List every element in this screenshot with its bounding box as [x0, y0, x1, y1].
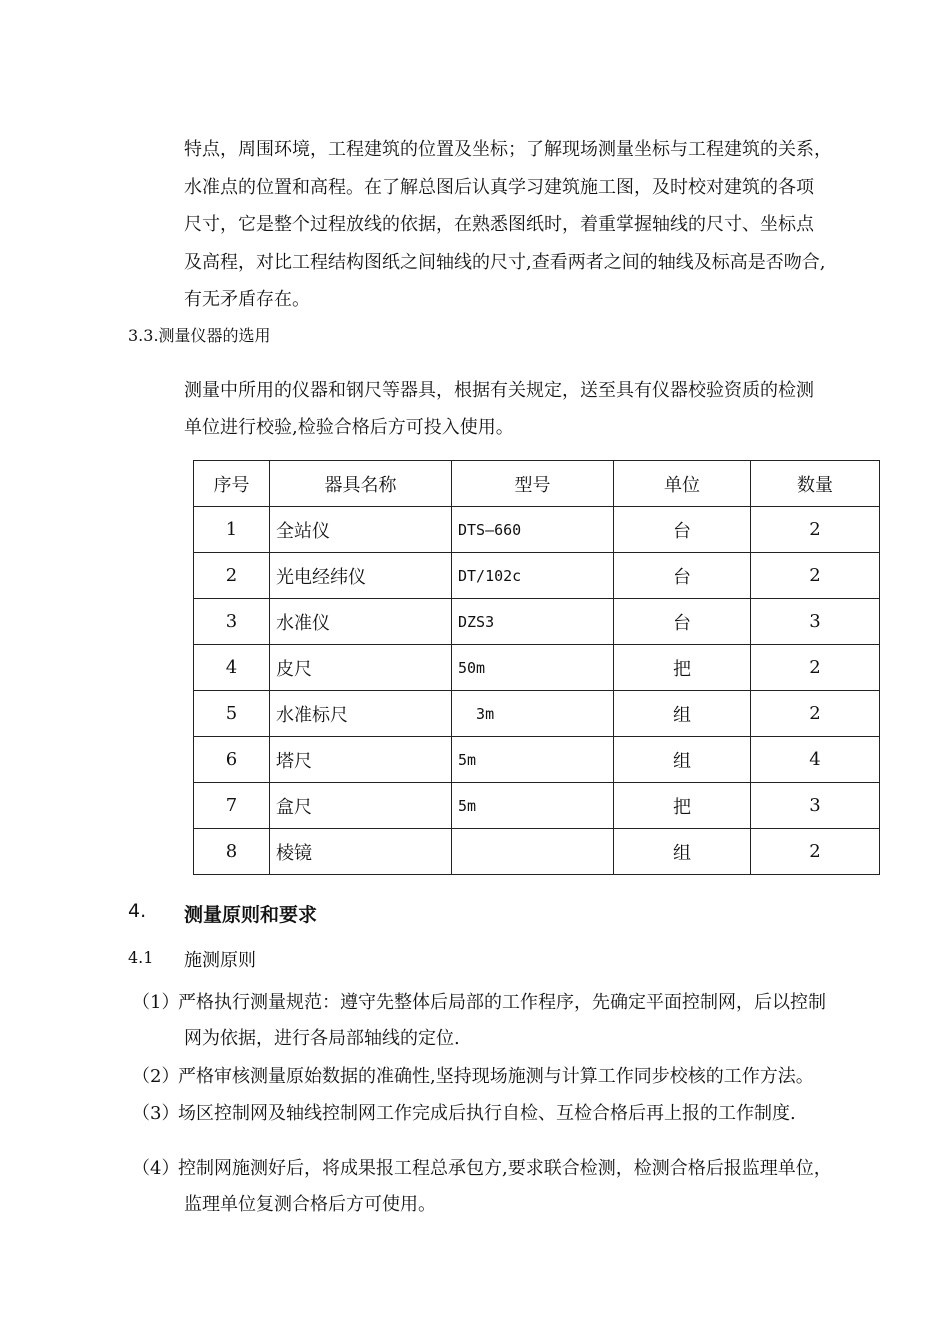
cell-quantity: 2 [751, 553, 880, 599]
table-row [194, 553, 880, 599]
cell-quantity: 3 [751, 599, 880, 645]
item-4-label: （4） [132, 1158, 180, 1179]
cell-serial: 2 [194, 553, 270, 599]
cell-quantity: 2 [751, 829, 880, 875]
cell-name: 水准仪 [270, 599, 452, 645]
item-4-line: 控制网施测好后，将成果报工程总承包方,要求联合检测，检测合格后报监理单位， [178, 1158, 832, 1179]
header-model: 型号 [452, 461, 614, 507]
cell-quantity: 2 [751, 507, 880, 553]
cell-serial: 1 [194, 507, 270, 553]
cell-serial: 6 [194, 737, 270, 783]
item-1-label: （1） [132, 992, 180, 1013]
cell-unit: 组 [614, 691, 751, 737]
paragraph-line: 特点，周围环境，工程建筑的位置及坐标；了解现场测量坐标与工程建筑的关系， [184, 139, 832, 160]
item-1-line: 网为依据，进行各局部轴线的定位. [184, 1028, 460, 1049]
header-unit: 单位 [614, 461, 751, 507]
cell-serial: 7 [194, 783, 270, 829]
paragraph-line: 及高程，对比工程结构图纸之间轴线的尺寸,查看两者之间的轴线及标高是否吻合, [184, 251, 826, 273]
cell-model: 3m [452, 691, 614, 737]
paragraph-line: 水准点的位置和高程。在了解总图后认真学习建筑施工图，及时校对建筑的各项 [184, 176, 814, 198]
instrument-table [193, 460, 880, 875]
item-4-line: 监理单位复测合格后方可使用。 [184, 1194, 436, 1215]
section-4-1-number: 4.1 [128, 948, 154, 967]
cell-name: 塔尺 [270, 737, 452, 783]
cell-quantity: 2 [751, 691, 880, 737]
item-1-line: 严格执行测量规范：遵守先整体后局部的工作程序，先确定平面控制网，后以控制 [178, 992, 826, 1013]
cell-name: 水准标尺 [270, 691, 452, 737]
section-4-1-title: 施测原则 [184, 950, 256, 971]
cell-name: 皮尺 [270, 645, 452, 691]
cell-unit: 台 [614, 553, 751, 599]
table-row [194, 783, 880, 829]
section-4-number: 4. [128, 900, 147, 922]
cell-quantity: 4 [751, 737, 880, 783]
cell-serial: 3 [194, 599, 270, 645]
cell-name: 光电经纬仪 [270, 553, 452, 599]
paragraph-line: 有无矛盾存在。 [184, 289, 310, 310]
item-3-line: 场区控制网及轴线控制网工作完成后执行自检、互检合格后再上报的工作制度. [178, 1103, 796, 1124]
cell-unit: 组 [614, 737, 751, 783]
header-quantity: 数量 [751, 461, 880, 507]
header-name: 器具名称 [270, 461, 452, 507]
cell-model [452, 829, 614, 875]
intro-line: 测量中所用的仪器和钢尺等器具，根据有关规定，送至具有仪器校验资质的检测 [184, 380, 814, 401]
cell-unit: 把 [614, 783, 751, 829]
section-4-title: 测量原则和要求 [184, 904, 318, 926]
item-2-label: （2） [132, 1066, 180, 1087]
cell-model: 5m [452, 737, 614, 783]
cell-model: 50m [452, 645, 614, 691]
table-row [194, 691, 880, 737]
table-row [194, 737, 880, 783]
header-serial: 序号 [194, 461, 270, 507]
table-row [194, 829, 880, 875]
table-header-row [194, 461, 880, 507]
cell-model: DZS3 [452, 599, 614, 645]
cell-serial: 5 [194, 691, 270, 737]
item-3-label: （3） [132, 1103, 180, 1124]
section-3-3-intro [184, 372, 814, 446]
cell-quantity: 2 [751, 645, 880, 691]
cell-model: DT/102c [452, 553, 614, 599]
intro-line: 单位进行校验,检验合格后方可投入使用。 [184, 417, 514, 438]
paragraph-line: 尺寸，它是整个过程放线的依据，在熟悉图纸时，着重掌握轴线的尺寸、坐标点 [184, 214, 814, 235]
table-row [194, 645, 880, 691]
section-3-3-heading: 3.3.测量仪器的选用 [128, 326, 271, 345]
cell-unit: 把 [614, 645, 751, 691]
cell-serial: 8 [194, 829, 270, 875]
cell-unit: 台 [614, 599, 751, 645]
cell-quantity: 3 [751, 783, 880, 829]
cell-model: 5m [452, 783, 614, 829]
table-row [194, 507, 880, 553]
cell-name: 全站仪 [270, 507, 452, 553]
cell-unit: 组 [614, 829, 751, 875]
cell-unit: 台 [614, 507, 751, 553]
cell-serial: 4 [194, 645, 270, 691]
cell-model: DTS—660 [452, 507, 614, 553]
table-row [194, 599, 880, 645]
continued-paragraph [184, 131, 894, 319]
item-2-line: 严格审核测量原始数据的准确性,坚持现场施测与计算工作同步校核的工作方法。 [178, 1066, 814, 1087]
cell-name: 盒尺 [270, 783, 452, 829]
cell-name: 棱镜 [270, 829, 452, 875]
